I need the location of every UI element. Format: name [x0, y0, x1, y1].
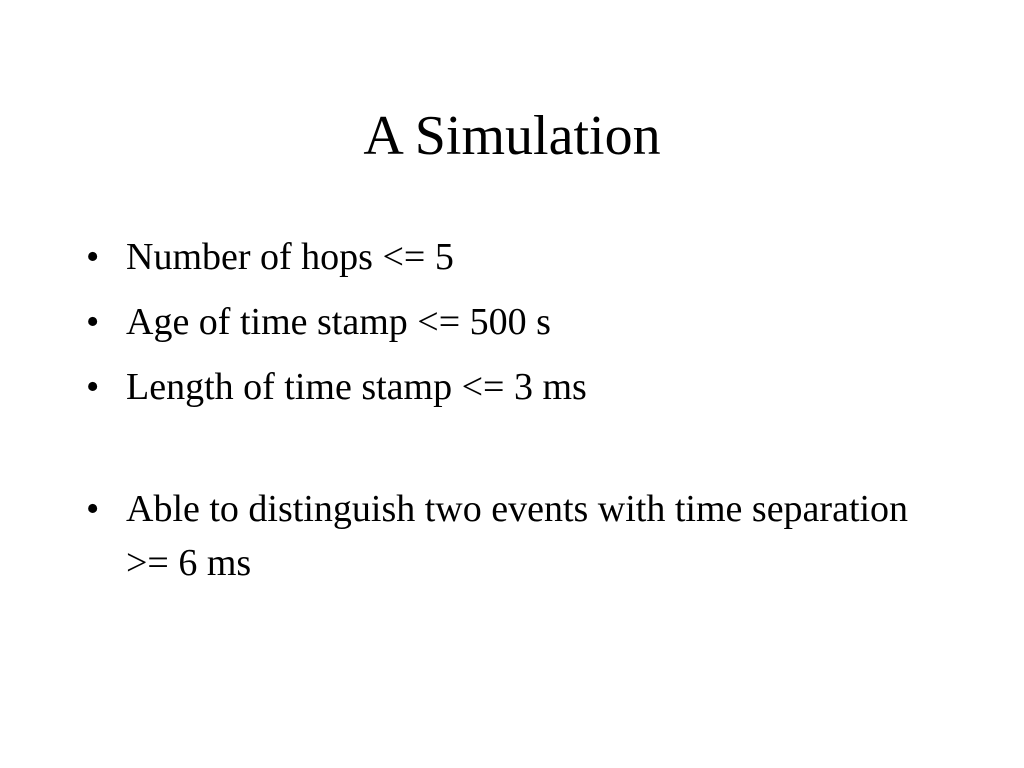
bullet-item-hops: [86, 230, 946, 284]
slide-title: A Simulation: [363, 105, 661, 167]
bullet-text: Able to distinguish two events with time separation >= 6 ms: [126, 488, 909, 584]
bullet-text: Number of hops <= 5: [126, 236, 454, 278]
bullet-item-timestamp-length: [86, 360, 946, 414]
bullet-point-icon: •: [86, 366, 100, 408]
bullet-point-icon: •: [86, 236, 100, 278]
bullet-item-event-separation: [86, 482, 946, 590]
bullet-item-timestamp-age: [86, 295, 946, 349]
bullet-list: [86, 230, 946, 601]
bullet-point-icon: •: [86, 301, 100, 343]
bullet-point-icon: •: [86, 488, 100, 530]
bullet-text: Age of time stamp <= 500 s: [126, 301, 551, 343]
bullet-text: Length of time stamp <= 3 ms: [126, 366, 587, 408]
